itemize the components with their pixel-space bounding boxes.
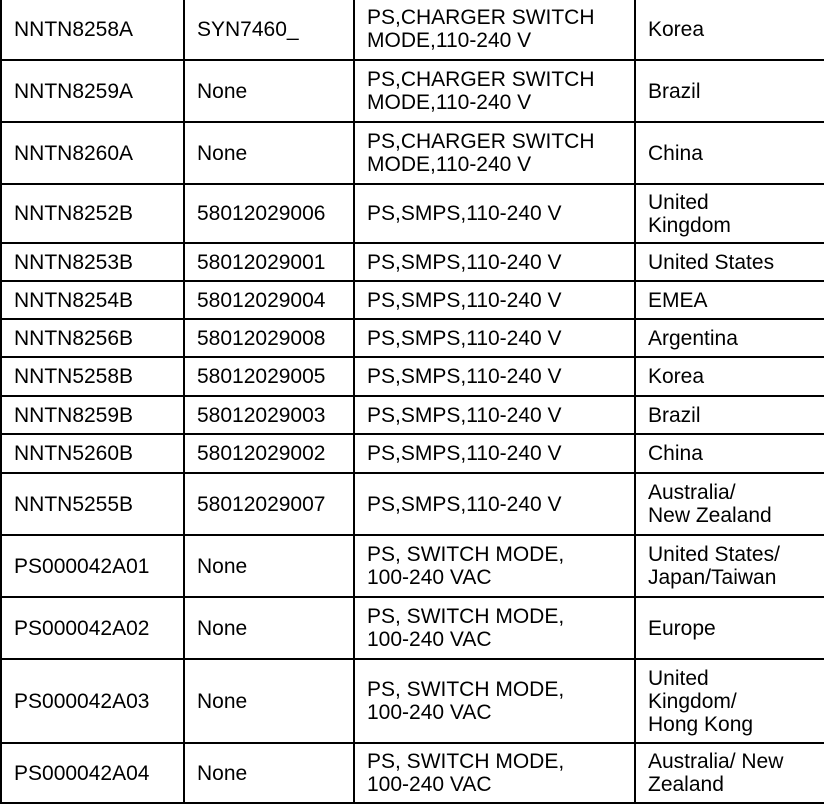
- part-number-cell: None: [184, 743, 354, 803]
- model-cell: PS000042A04: [1, 743, 184, 803]
- region-cell: EMEA: [635, 281, 824, 319]
- table-row: [1, 535, 824, 597]
- region-cell: United States: [635, 243, 824, 281]
- table-row: [1, 243, 824, 281]
- description-cell: PS,SMPS,110-240 V: [354, 473, 635, 535]
- part-number-cell: None: [184, 659, 354, 743]
- model-cell: NNTN8259A: [1, 60, 184, 122]
- part-number-cell: 58012029005: [184, 357, 354, 396]
- model-cell: NNTN8252B: [1, 184, 184, 243]
- part-number-cell: None: [184, 122, 354, 184]
- part-number-cell: None: [184, 535, 354, 597]
- description-cell: PS,SMPS,110-240 V: [354, 281, 635, 319]
- model-cell: NNTN8254B: [1, 281, 184, 319]
- table-row: [1, 184, 824, 243]
- region-cell: Korea: [635, 0, 824, 60]
- model-cell: NNTN8258A: [1, 0, 184, 60]
- description-cell: PS,CHARGER SWITCH MODE,110-240 V: [354, 122, 635, 184]
- table-row: [1, 473, 824, 535]
- description-cell: PS,SMPS,110-240 V: [354, 319, 635, 357]
- description-cell: PS,CHARGER SWITCH MODE,110-240 V: [354, 60, 635, 122]
- part-number-cell: 58012029002: [184, 434, 354, 473]
- part-number-cell: 58012029006: [184, 184, 354, 243]
- description-cell: PS, SWITCH MODE, 100-240 VAC: [354, 535, 635, 597]
- description-cell: PS,SMPS,110-240 V: [354, 434, 635, 473]
- table-row: [1, 357, 824, 396]
- model-cell: NNTN5255B: [1, 473, 184, 535]
- table-row: [1, 597, 824, 659]
- table-row: [1, 60, 824, 122]
- part-number-cell: 58012029004: [184, 281, 354, 319]
- table-row: [1, 743, 824, 803]
- model-cell: PS000042A01: [1, 535, 184, 597]
- part-number-cell: 58012029008: [184, 319, 354, 357]
- model-cell: NNTN5258B: [1, 357, 184, 396]
- description-cell: PS,SMPS,110-240 V: [354, 243, 635, 281]
- part-number-cell: SYN7460_: [184, 0, 354, 60]
- model-cell: NNTN8256B: [1, 319, 184, 357]
- table-row: [1, 281, 824, 319]
- description-cell: PS, SWITCH MODE, 100-240 VAC: [354, 743, 635, 803]
- table-row: [1, 434, 824, 473]
- description-cell: PS, SWITCH MODE, 100-240 VAC: [354, 597, 635, 659]
- description-cell: PS,SMPS,110-240 V: [354, 357, 635, 396]
- region-cell: United States/ Japan/Taiwan: [635, 535, 824, 597]
- region-cell: Europe: [635, 597, 824, 659]
- part-number-cell: 58012029003: [184, 396, 354, 434]
- region-cell: United Kingdom: [635, 184, 824, 243]
- part-number-cell: None: [184, 60, 354, 122]
- region-cell: Brazil: [635, 396, 824, 434]
- part-number-cell: 58012029007: [184, 473, 354, 535]
- part-number-cell: 58012029001: [184, 243, 354, 281]
- model-cell: PS000042A03: [1, 659, 184, 743]
- region-cell: Korea: [635, 357, 824, 396]
- table-row: [1, 319, 824, 357]
- region-cell: Australia/ New Zealand: [635, 743, 824, 803]
- table-row: [1, 659, 824, 743]
- description-cell: PS,SMPS,110-240 V: [354, 184, 635, 243]
- region-cell: Argentina: [635, 319, 824, 357]
- model-cell: NNTN8253B: [1, 243, 184, 281]
- model-cell: PS000042A02: [1, 597, 184, 659]
- region-cell: Australia/ New Zealand: [635, 473, 824, 535]
- model-cell: NNTN5260B: [1, 434, 184, 473]
- region-cell: China: [635, 122, 824, 184]
- part-number-cell: None: [184, 597, 354, 659]
- region-cell: United Kingdom/ Hong Kong: [635, 659, 824, 743]
- region-cell: China: [635, 434, 824, 473]
- description-cell: PS,CHARGER SWITCH MODE,110-240 V: [354, 0, 635, 60]
- table-row: [1, 0, 824, 60]
- table-row: [1, 122, 824, 184]
- description-cell: PS, SWITCH MODE, 100-240 VAC: [354, 659, 635, 743]
- description-cell: PS,SMPS,110-240 V: [354, 396, 635, 434]
- model-cell: NNTN8260A: [1, 122, 184, 184]
- region-cell: Brazil: [635, 60, 824, 122]
- table-row: [1, 396, 824, 434]
- model-cell: NNTN8259B: [1, 396, 184, 434]
